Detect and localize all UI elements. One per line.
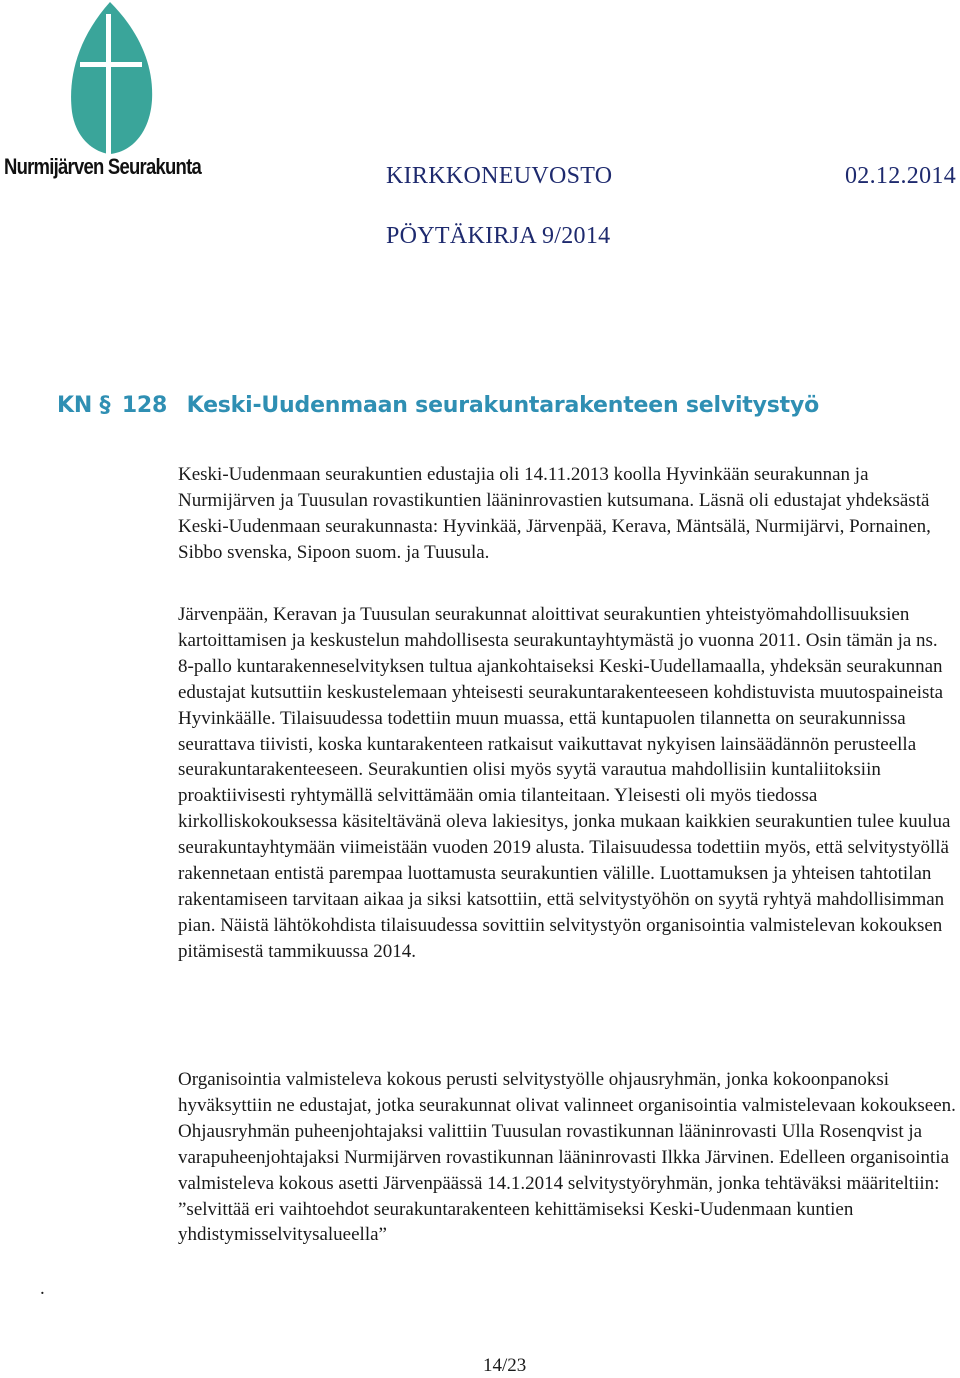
paragraph-text: Keski-Uudenmaan seurakuntien edustajia oli 14.11.2013 koolla Hyvinkään seurakunnan ja Nurmijärven ja Tuusulan rovastikuntien lääninrovastien kutsumana. Läsnä oli edustajat yhdeksästä Keski-Uudenmaan seurakunnasta: Hyvinkää, Järvenpää, Kerava, Mäntsälä, Nurmijärvi, Pornainen, Sibbo svenska, Sipoon suom. ja Tuusula. xyxy=(178,464,931,563)
organization-name: Nurmijärven Seurakunta xyxy=(4,154,201,179)
paragraph-steering-group xyxy=(178,1067,958,1248)
section-title: Keski-Uudenmaan seurakuntarakenteen selvitystyö xyxy=(186,393,820,418)
section-heading xyxy=(57,393,819,418)
leaf-cross-icon xyxy=(66,0,156,158)
paragraph-background xyxy=(178,602,958,965)
margin-mark: . xyxy=(40,1278,45,1299)
paragraph-attendance xyxy=(178,462,958,566)
page-number: 14/23 xyxy=(483,1355,527,1376)
section-prefix: KN xyxy=(57,393,93,418)
section-symbol: § xyxy=(99,393,111,418)
organization-logo xyxy=(2,0,214,190)
minutes-number: PÖYTÄKIRJA 9/2014 xyxy=(386,223,611,249)
section-number: 128 xyxy=(121,393,168,418)
meeting-date: 02.12.2014 xyxy=(845,163,956,189)
paragraph-text: Järvenpään, Keravan ja Tuusulan seurakunnat aloittivat seurakuntien yhteistyömahdollisuuksien kartoittamisen ja keskustelun mahdollisesta seurakuntayhtymästä jo vuonna 2011. Osin tämän ja ns. 8-pallo kuntarakenneselvityksen tultua ajankohtaiseksi Keski-Uudellamaalla, yhdeksän seurakunnan edustajat kutsuttiin keskustelemaan yhteisesti seurakuntarakenteeseen kohdistuvista muutospaineista Hyvinkäälle. Tilaisuudessa todettiin muun muassa, että kuntapuolen tilannetta on seurakunnissa seurattava tiivisti, koska kuntarakenteen ratkaisut vaikuttavat nykyisen lainsäädännön perusteella seurakuntarakenteeseen. Seurakuntien olisi myös syytä varautua mahdollisiin kuntaliitoksiin proaktiivisesti ryhtymällä selvittämään omia tilanteitaan. Yleisesti oli myös tiedossa kirkolliskokouksessa käsiteltävänä oleva lakiesitys, jonka mukaan kaikkien seurakuntien tulee kuulua seurakuntayhtymään viimeistään vuoden 2019 alusta. Tilaisuudessa todettiin myös, että selvitystyöllä rakennetaan entistä parempaa luottamusta seurakuntien välille. Luottamuksen ja yhteisen tahtotilan rakentamiseen tarvitaan aikaa ja siksi katsottiin, että selvitystyöhön on syytä ryhtyä mahdollisimman pian. Näistä lähtökohdista tilaisuudessa sovittiin selvitystyön organisointia valmistelevan kokouksen pitämisestä tammikuussa 2014. xyxy=(178,604,951,962)
paragraph-text: Organisointia valmisteleva kokous perusti selvitystyölle ohjausryhmän, jonka kokoonpanoksi hyväksyttiin ne edustajat, jotka seurakunnat olivat valinneet organisointia valmistelevaan kokoukseen. Ohjausryhmän puheenjohtajaksi valittiin Tuusulan rovastikunnan lääninrovasti Ulla Rosenqvist ja varapuheenjohtajaksi Nurmijärven rovastikunnan lääninrovasti Ilkka Järvinen. Edelleen organisointia valmisteleva kokous asetti Järvenpäässä 14.1.2014 selvitystyöryhmän, jonka tehtäväksi määriteltiin: ”selvittää eri vaihtoehdot seurakuntarakenteen kehittämiseksi Keski-Uudenmaan kuntien yhdistymisselvitysalueella” xyxy=(178,1069,956,1246)
document-body-name: KIRKKONEUVOSTO xyxy=(386,163,613,189)
